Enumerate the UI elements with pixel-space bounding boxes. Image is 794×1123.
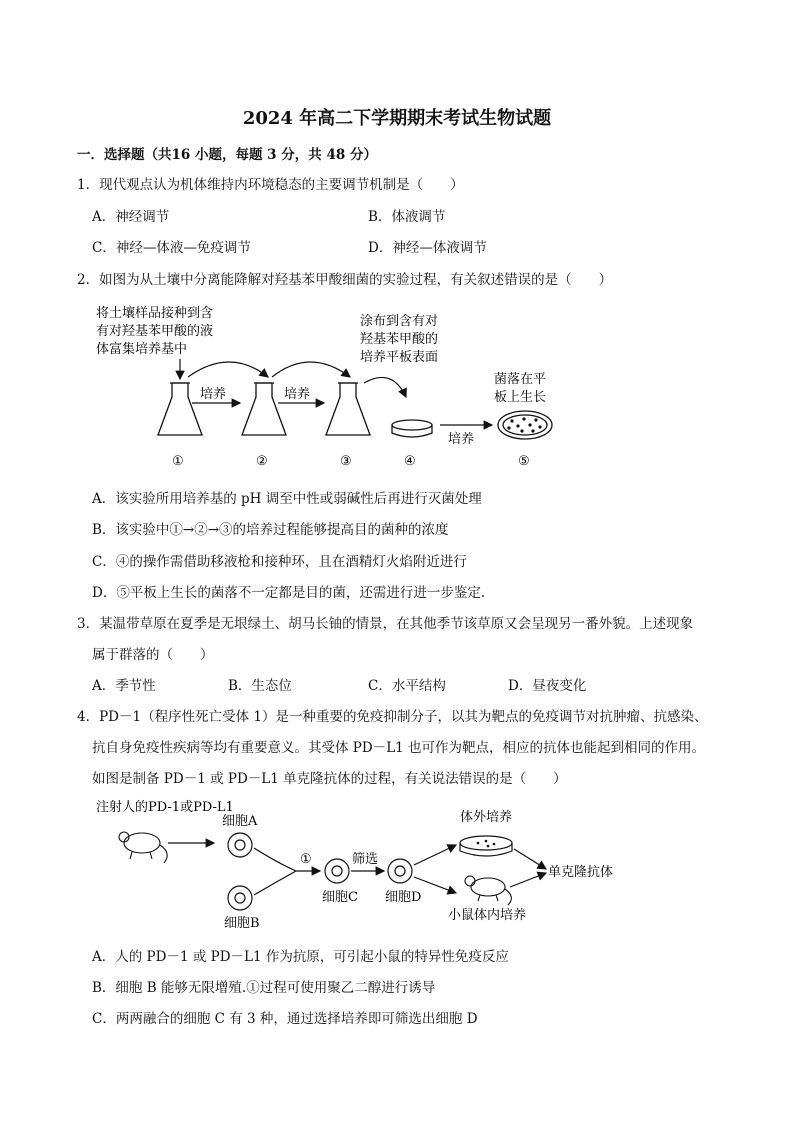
q4-line-a	[254, 848, 296, 871]
q4-figure	[0, 793, 794, 933]
q2-note3-line1: 菌落在平	[494, 372, 547, 387]
q1-option-b: B．体液调节	[368, 209, 446, 225]
q2-note2-line2: 羟基苯甲酸的	[360, 332, 439, 347]
q4-line-b	[254, 871, 296, 895]
q4-step-1: ①	[300, 852, 312, 867]
q2-option-a: A．该实验所用培养基的 pH 调至中性或弱碱性后再进行灭菌处理	[92, 491, 482, 507]
q3-option-c: C．水平结构	[368, 678, 446, 694]
q4-option-b: B．细胞 B 能够无限增殖.①过程可使用聚乙二醇进行诱导	[92, 980, 436, 996]
q4-invitro-label: 体外培养	[460, 810, 513, 825]
cell-d	[388, 859, 412, 883]
section-heading: 一．选择题（共16 小题，每题 3 分，共 48 分）	[77, 147, 377, 163]
q4-stem-line3: 如图是制备 PD－1 或 PD－L1 单克隆抗体的过程，有关说法错误的是（ ）	[92, 771, 567, 787]
dish-5	[498, 411, 552, 439]
q1-option-d: D．神经—体液调节	[368, 240, 487, 256]
q4-option-c: C．两两融合的细胞 C 有 3 种，通过选择培养即可筛选出细胞 D	[92, 1011, 478, 1027]
q4-cell-c-label: 细胞C	[322, 890, 358, 905]
q2-option-c: C．④的操作需借助移液枪和接种环，且在酒精灯火焰附近进行	[92, 554, 467, 570]
q2-note1-line2: 有对羟基苯甲酸的液	[96, 324, 214, 339]
flask-1	[158, 383, 202, 435]
dish-dots	[477, 840, 496, 848]
q2-note3-line2: 板上生长	[494, 390, 547, 405]
q4-cell-d-label: 细胞D	[385, 890, 422, 905]
q2-option-b: B．该实验中①→②→③的培养过程能够提高目的菌种的浓度	[92, 522, 449, 538]
q2-culture-3: 培养	[448, 432, 475, 447]
q2-curve-3-4	[364, 377, 406, 397]
q1-option-a: A．神经调节	[92, 209, 170, 225]
q1-stem: 1．现代观点认为机体维持内环境稳态的主要调节机制是（ ）	[77, 177, 464, 193]
label-4: ④	[404, 454, 416, 469]
cell-b	[228, 886, 252, 910]
q2-note2-line1: 涂布到含有对	[360, 314, 439, 329]
q2-note1-line1: 将土壤样品接种到含	[96, 306, 214, 321]
q2-culture-1: 培养	[200, 387, 227, 402]
q2-curve-1-2	[188, 362, 268, 377]
q2-option-d: D．⑤平板上生长的菌落不一定都是目的菌，还需进行进一步鉴定.	[92, 585, 486, 601]
q4-stem-line2: 抗自身免疫性疾病等均有重要意义。其受体 PD－L1 也可作为靶点，相应的抗体也能起到相同的作用。	[92, 740, 706, 756]
q4-cell-b-label: 细胞B	[224, 916, 260, 931]
q4-option-a: A．人的 PD－1 或 PD－L1 作为抗原，可引起小鼠的特异性免疫反应	[92, 949, 509, 965]
label-3: ③	[340, 454, 352, 469]
q2-figure	[0, 295, 794, 475]
q2-note1-line3: 体富集培养基中	[96, 342, 188, 357]
q4-arrow-mab-2	[510, 873, 546, 887]
q2-stem: 2．如图为从土壤中分离能降解对羟基苯甲酸细菌的实验过程，有关叙述错误的是（ ）	[77, 272, 613, 288]
q4-screen-label: 筛选	[352, 852, 379, 867]
q4-arrow-mab-1	[514, 849, 546, 869]
q4-mab-label: 单克隆抗体	[548, 865, 614, 880]
q3-stem-line2: 属于群落的（ ）	[92, 647, 214, 663]
q3-option-b: B．生态位	[228, 678, 292, 694]
q4-cell-a-label: 细胞A	[222, 814, 258, 829]
label-5: ⑤	[518, 454, 530, 469]
q2-culture-2: 培养	[284, 387, 311, 402]
page-title: 2024 年高二下学期期末考试生物试题	[242, 108, 552, 129]
q4-inject-label: 注射人的PD-1或PD-L1	[96, 800, 234, 815]
q3-stem-line1: 3．某温带草原在夏季是无垠绿土、胡马长铀的情景，在其他季节该草原又会呈现另一番外貌。上述现象	[77, 616, 694, 632]
label-2: ②	[256, 454, 268, 469]
mouse-icon	[119, 832, 167, 863]
flask-3	[326, 383, 370, 435]
label-1: ①	[172, 454, 184, 469]
cell-c	[325, 859, 349, 883]
q1-option-c: C．神经—体液—免疫调节	[92, 240, 251, 256]
flask-2	[242, 383, 286, 435]
q2-curve-2-3	[272, 362, 350, 377]
q2-note2-line3: 培养平板表面	[360, 350, 439, 365]
q4-invivo-label: 小鼠体内培养	[448, 908, 527, 923]
q3-option-a: A．季节性	[92, 678, 156, 694]
colonies	[507, 417, 541, 432]
mouse-2-icon	[465, 876, 511, 905]
culture-dish	[460, 836, 512, 856]
q4-stem-line1: 4．PD－1（程序性死亡受体 1）是一种重要的免疫抑制分子，以其为靶点的免疫调节对抗肿瘤、抗感染、	[77, 709, 708, 725]
cell-a	[228, 833, 252, 857]
q3-option-d: D．昼夜变化	[508, 678, 587, 694]
q4-arrow-invitro	[414, 845, 456, 865]
dish-4	[392, 420, 432, 437]
